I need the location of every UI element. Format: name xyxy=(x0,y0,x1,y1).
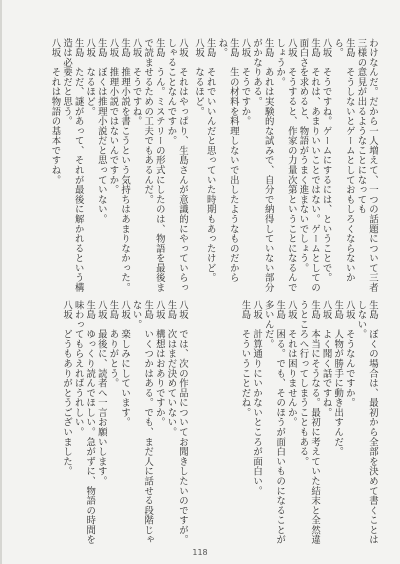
text-column-top-right: わけなんだ。だから一人増えて、一つの話題について三者三様の意見が出るようなことになっても 生島 そうしないとゲームとしておもしろくならないから。 八坂 そうですね。ゲームにするには、ということで。 生島 それは、あまりいいことではない。ゲームとしての面白さを求めると、物語がうまく進まないでしょう。 八坂 そうすると、作家の力量次第ということになるんでしょうか。 生島 あれは実験的な試みで、自分で納得していない部分がかなりある。 八坂 そうですか。 生島 生の材料を料理しないで出したようなものだからね。 生島 それでいいんだと思っていた時期もあったけど。 八坂 なるほど。 xyxy=(193,38,378,293)
text-column-bottom-right: 生島 ぼくの場合は、最初から全部を決めて書くことはしない。 八坂 そうなんですか。 生島 人物が勝手に動き出すんだ。 八坂 よく聞く話ですね。 生島 本当にそうなる。最初に考えていた結末と全然違うところへ行ってしまうこともある。 八坂 それは困りませんか。 生島 困る。でも、そのほうが面白いものになることが多いんだ。 八坂 計算通りにいかないところが面白い。 生島 そういうことだね。 xyxy=(239,300,378,545)
page-edge xyxy=(0,0,2,564)
page-number: 118 xyxy=(192,548,208,557)
text-column-bottom-left: 八坂 では、次の作品についてお聞きしたいのですが。 生島 次はまだ決めていない。 八坂 構想はおありですか。 生島 いくつかはある。でも、まだ人に話せる段階じゃない。 八坂 楽しみにしています。 生島 ありがとう。 八坂 最後に、読者へ一言お願いします。 生島 ゆっくり読んでほしい。急がずに、物語の時間を味わってもらえればうれしい。 八坂 どうもありがとうございました。 xyxy=(61,300,188,545)
text-column-top-left: 八坂 それはやっぱり、生島さんが意識的にやっていらっしゃることなんですか。 生島 うん。ミステリーの形式にしたのは、物語を最後まで読ませるための工夫でもあるんだ。 八坂 そうですね。 生島 推理小説を書こうという気持ちはあまりなかった。 八坂 推理小説ではないんですか。 生島 ぼくは推理小説だと思っていない。 八坂 なるほど。 生島 ただ、謎があって、それが最後に解かれるという構造は必要だと思う。 八坂 それは物語の基本ですね。 xyxy=(49,38,188,293)
